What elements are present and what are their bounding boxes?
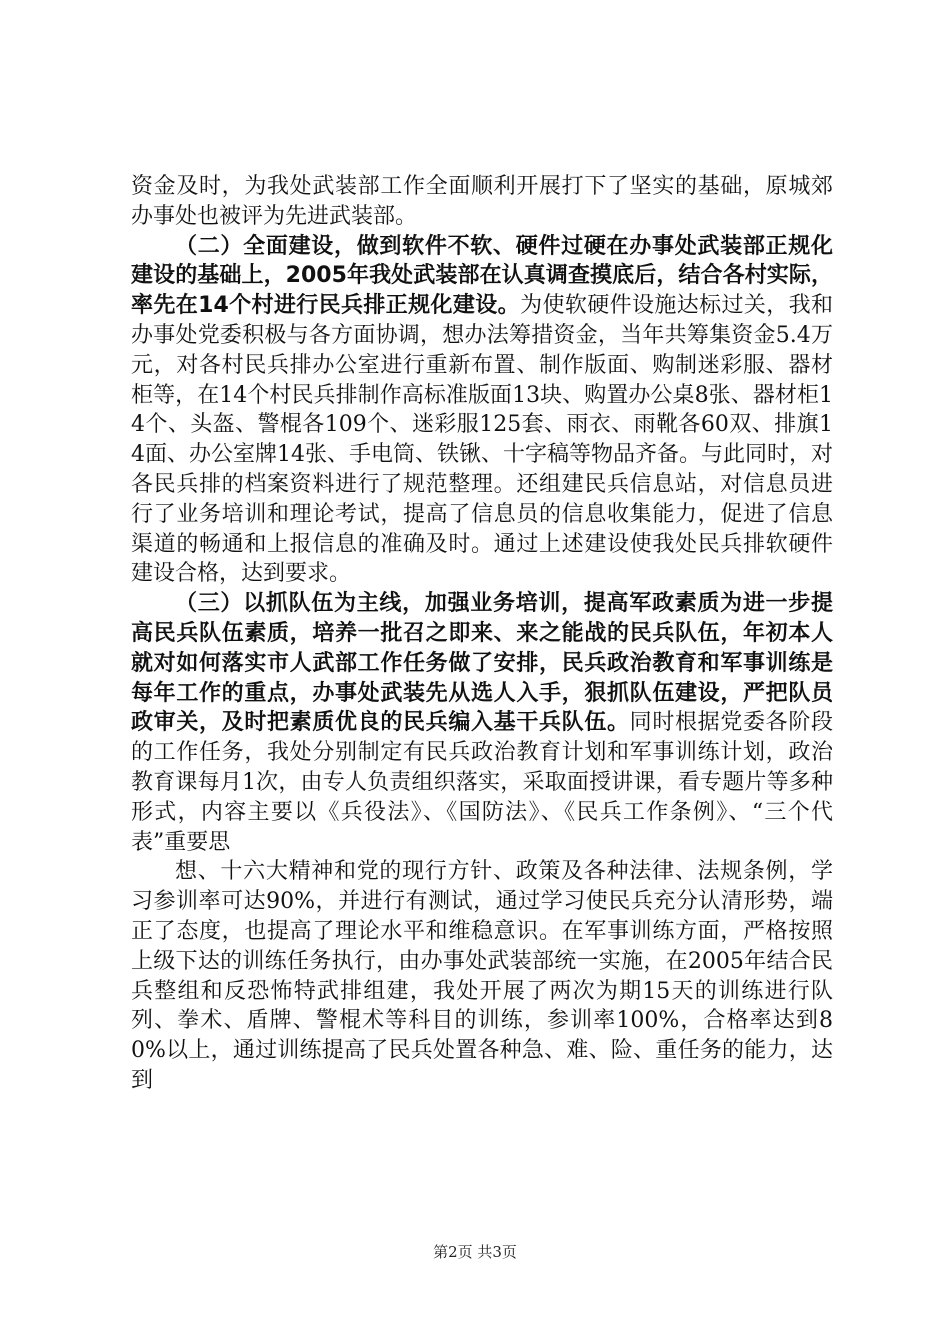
page-number-label: 第2页 共3页 (433, 1243, 517, 1261)
section-heading-2: （二）全面建设，做到软件不软、硬件过硬在办事处武装部正规化建设的基础上，2005年我处武装部在认真调查摸底后，结合各村实际，率先在14个村进行民兵排正规化建设。 (131, 233, 833, 319)
paragraph-3-text: 同时根据党委各阶段的工作任务，我处分别制定有民兵政治教育计划和军事训练计划，政治教育课每月1次，由专人负责组织落实，采取面授讲课，看专题片等多种形式，内容主要以《兵役法》、《国防法》、《民兵工作条例》、“三个代表”重要思 (131, 710, 833, 855)
paragraph-4-text: 想、十六大精神和党的现行方针、政策及各种法律、法规条例，学习参训率可达90%，并进行有测试，通过学习使民兵充分认清形势，端正了态度，也提高了理论水平和维稳意识。在军事训练方面，严格按照上级下达的训练任务执行，由办事处武装部统一实施，在2005年结合民兵整组和反恐怖特武排组建，我处开展了两次为期15天的训练进行队列、拳术、盾牌、警棍术等科目的训练，参训率100%，合格率达到80%以上，通过训练提高了民兵处置各种急、难、险、重任务的能力，达到 (131, 859, 833, 1093)
paragraph-2-text: 为使软硬件设施达标过关，我和办事处党委积极与各方面协调，想办法筹措资金，当年共筹集资金5.4万元，对各村民兵排办公室进行重新布置、制作版面、购制迷彩服、器材柜等，在14个村民兵排制作高标准版面13块、购置办公桌8张、器材柜14个、头盔、警棍各109个、迷彩服125套、雨衣、雨靴各60双、排旗14面、办公室牌14张、手电筒、铁锹、十字稿等物品齐备。与此同时，对各民兵排的档案资料进行了规范整理。还组建民兵信息站，对信息员进行了业务培训和理论考试，提高了信息员的信息收集能力，促进了信息渠道的畅通和上报信息的准确及时。通过上述建设使我处民兵排软硬件建设合格，达到要求。 (131, 293, 833, 587)
paragraph-1-text: 资金及时，为我处武装部工作全面顺利开展打下了坚实的基础，原城郊办事处也被评为先进武装部。 (131, 174, 833, 229)
paragraph-3 (131, 589, 833, 857)
paragraph-1 (131, 172, 833, 232)
paragraph-4 (131, 857, 833, 1095)
paragraph-2 (131, 232, 833, 590)
document-body (131, 172, 833, 1096)
page-footer (0, 1242, 950, 1262)
section-heading-3: （三）以抓队伍为主线，加强业务培训，提高军政素质为进一步提高民兵队伍素质，培养一批召之即来、来之能战的民兵队伍，年初本人就对如何落实市人武部工作任务做了安排，民兵政治教育和军事训练是每年工作的重点，办事处武装先从选人入手，狠抓队伍建设，严把队员政审关，及时把素质优良的民兵编入基干兵队伍。 (131, 591, 833, 736)
